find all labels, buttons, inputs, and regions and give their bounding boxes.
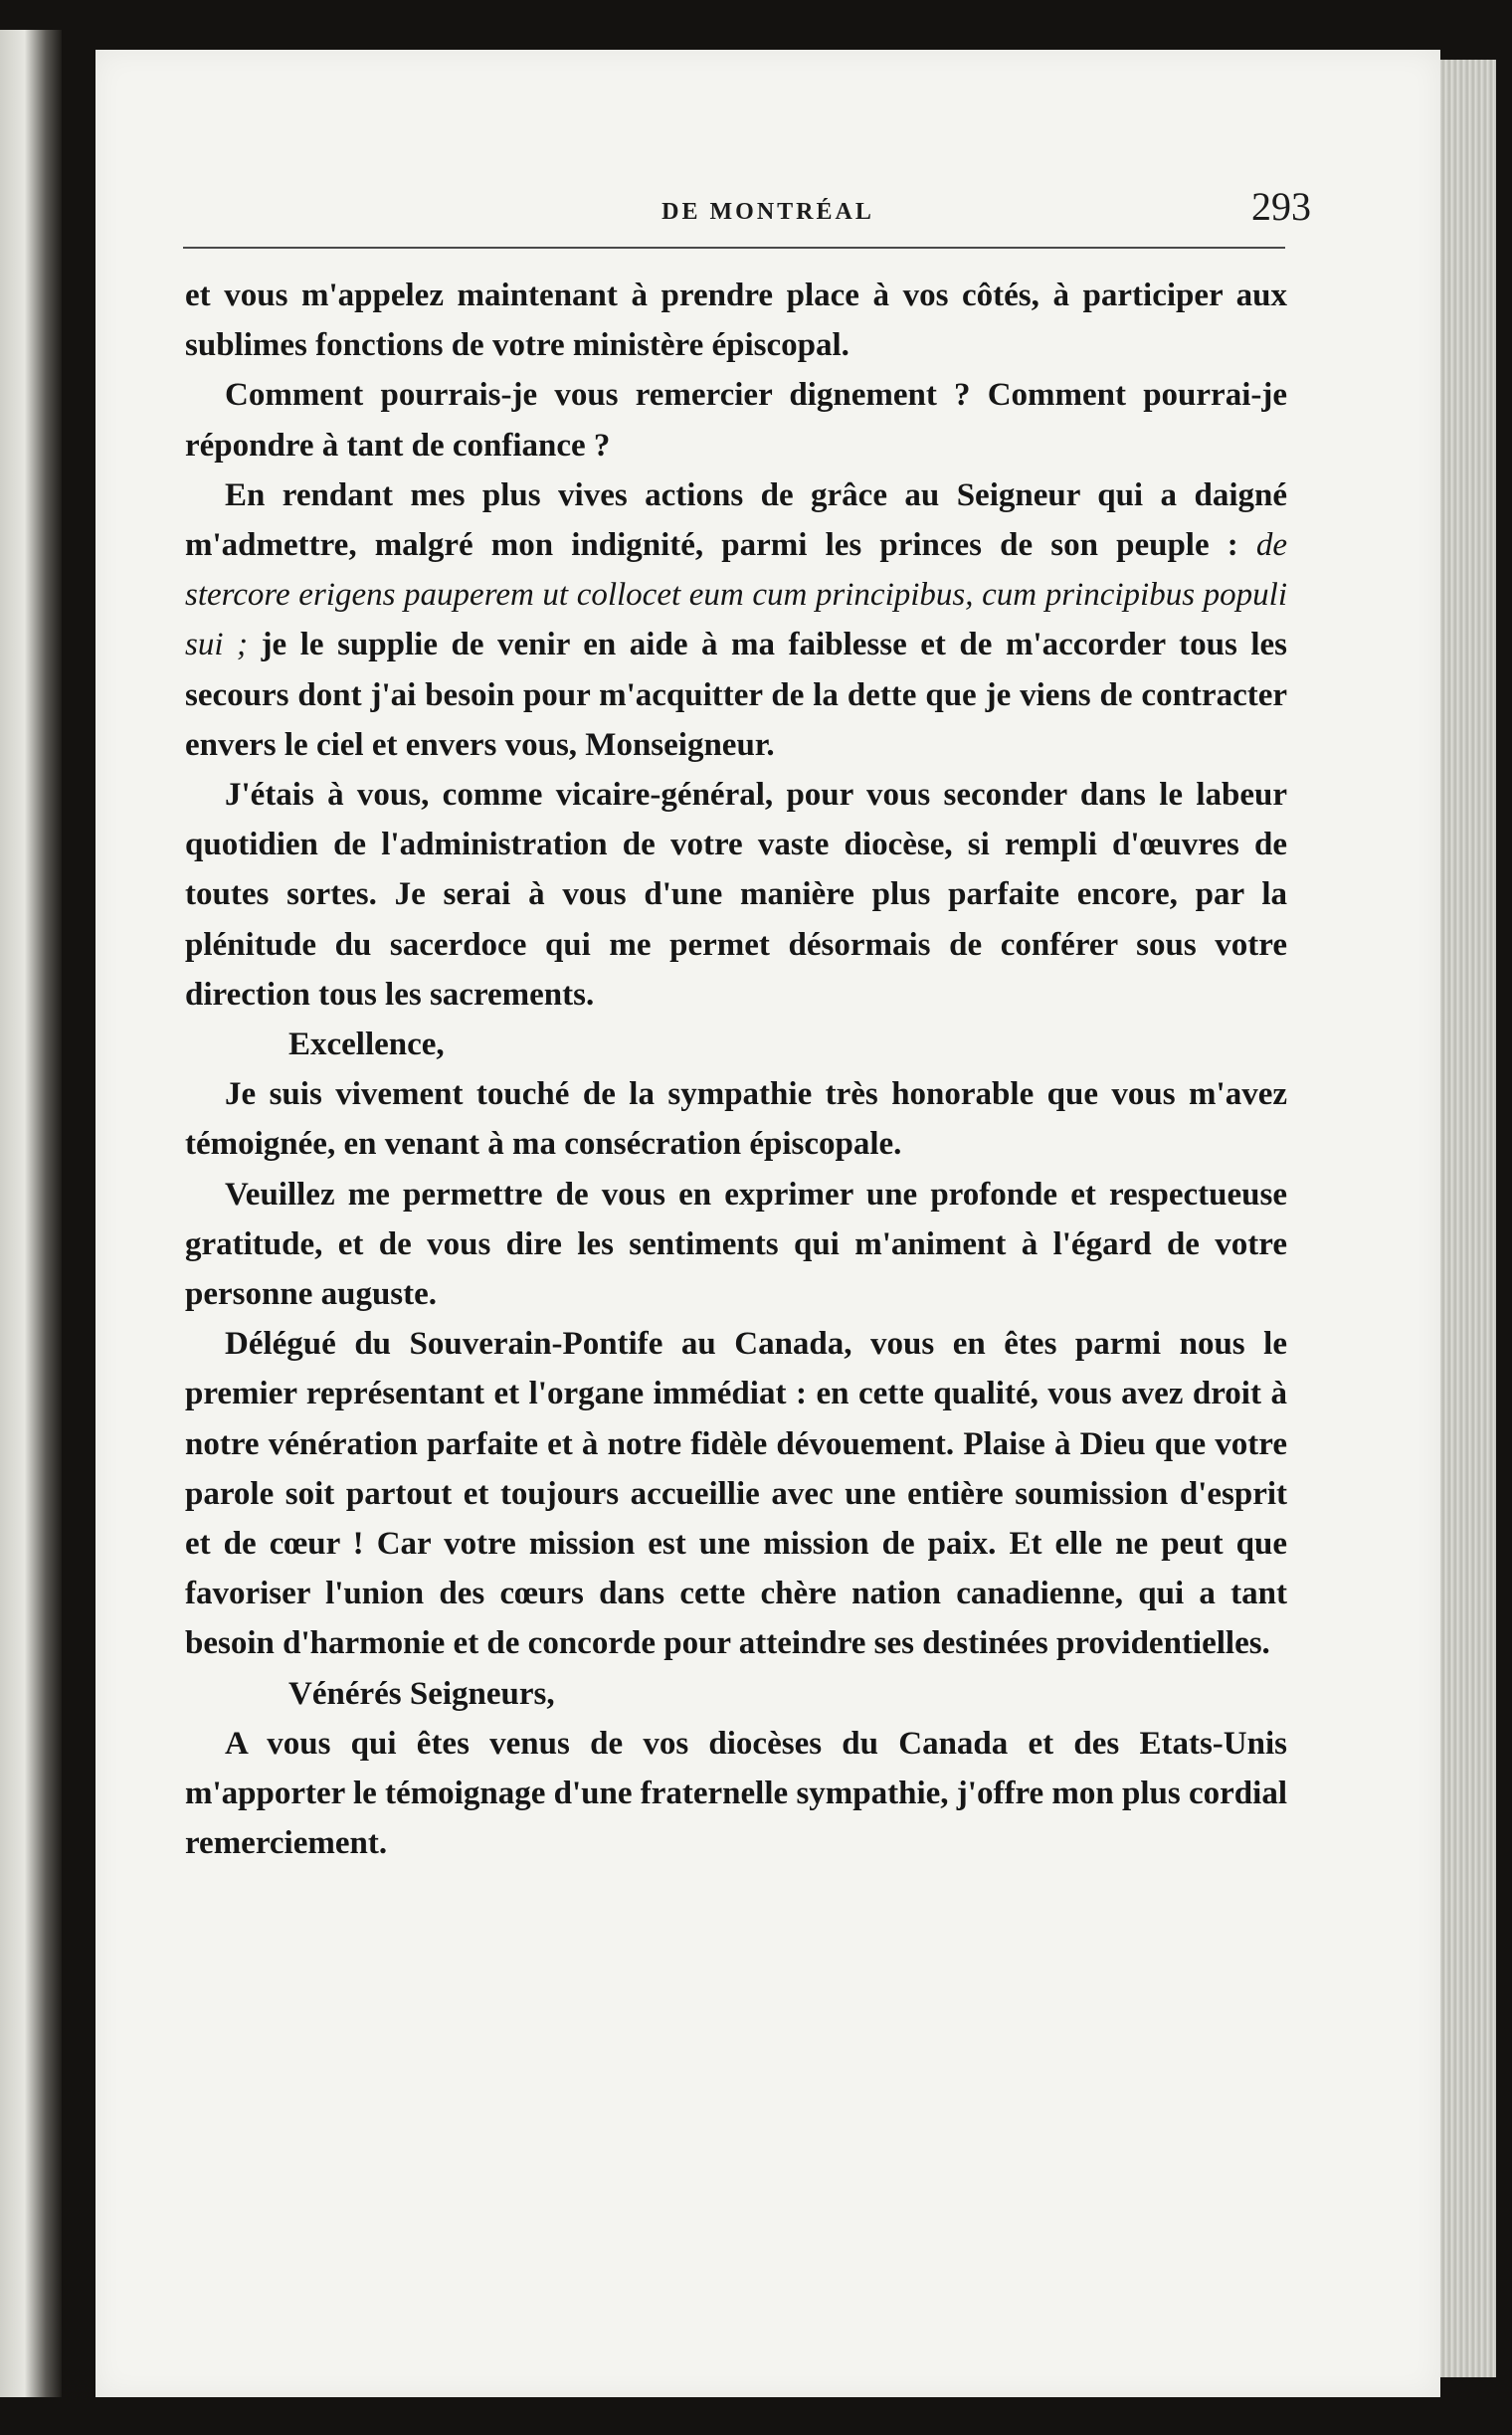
paragraph-8: A vous qui êtes venus de vos diocèses du Canada et des Etats-Unis m'apporter le témoignage d'une fraternelle sympathie, j'offre mon plus cordial remerciement.	[185, 1725, 1287, 1862]
book-page	[95, 50, 1440, 2397]
book-spine-left	[0, 30, 62, 2397]
paragraph-6: Veuillez me permettre de vous en exprimer une profonde et respectueuse gratitude, et de vous dire les sentiments qui m'animent à l'égard de votre personne auguste.	[185, 1176, 1287, 1313]
paragraph-3-part-a: En rendant mes plus vives actions de grâce au Seigneur qui a daigné m'admettre, malgré mon indignité, parmi les princes de son peuple :	[185, 476, 1287, 564]
salutation-excellence: Excellence,	[288, 1027, 445, 1063]
latin-quote: de stercore erigens pauperem ut collocet eum cum principibus, cum principibus populi sui ;	[185, 527, 1287, 663]
paragraph-7: Délégué du Souverain-Pontife au Canada, vous en êtes parmi nous le premier représentant et l'organe immédiat : en cette qualité, vous avez droit à notre vénération parfaite et à notre fidèle dévouement. Plaise à Dieu que votre parole soit partout et toujours accueillie avec une entière soumission d'esprit et de cœur ! Car votre mission est une mission de paix. Et elle ne peut que favoriser l'union des cœurs dans cette chère nation canadienne, qui a tant besoin d'harmonie et de concorde pour atteindre ses destinées providentielles.	[185, 1326, 1287, 1662]
body-text	[185, 271, 1287, 1869]
salutation-seigneurs: Vénérés Seigneurs,	[288, 1675, 555, 1712]
running-head	[95, 177, 1440, 247]
paragraph-3	[185, 470, 1287, 770]
paragraph-1: et vous m'appelez maintenant à prendre place à vos côtés, à participer aux sublimes fonctions de votre ministère épiscopal.	[185, 278, 1287, 364]
page-edges-right	[1440, 60, 1496, 2377]
running-head-title: DE MONTRÉAL	[662, 199, 874, 225]
paragraph-2: Comment pourrais-je vous remercier dignement ? Comment pourrai-je répondre à tant de confiance ?	[185, 377, 1287, 464]
header-rule	[183, 247, 1285, 249]
page-number: 293	[1251, 184, 1311, 229]
paragraph-3-part-b: je le supplie de venir en aide à ma faiblesse et de m'accorder tous les secours dont j'ai besoin pour m'acquitter de la dette que je viens de contracter envers le ciel et envers vous, Monseigneur.	[185, 627, 1287, 763]
paragraph-4: J'étais à vous, comme vicaire-général, pour vous seconder dans le labeur quotidien de l'administration de votre vaste diocèse, si rempli d'œuvres de toutes sortes. Je serai à vous d'une manière plus parfaite encore, par la plénitude du sacerdoce qui me permet désormais de conférer sous votre direction tous les sacrements.	[185, 777, 1287, 1013]
paragraph-5: Je suis vivement touché de la sympathie très honorable que vous m'avez témoignée, en venant à ma consécration épiscopale.	[185, 1076, 1287, 1163]
